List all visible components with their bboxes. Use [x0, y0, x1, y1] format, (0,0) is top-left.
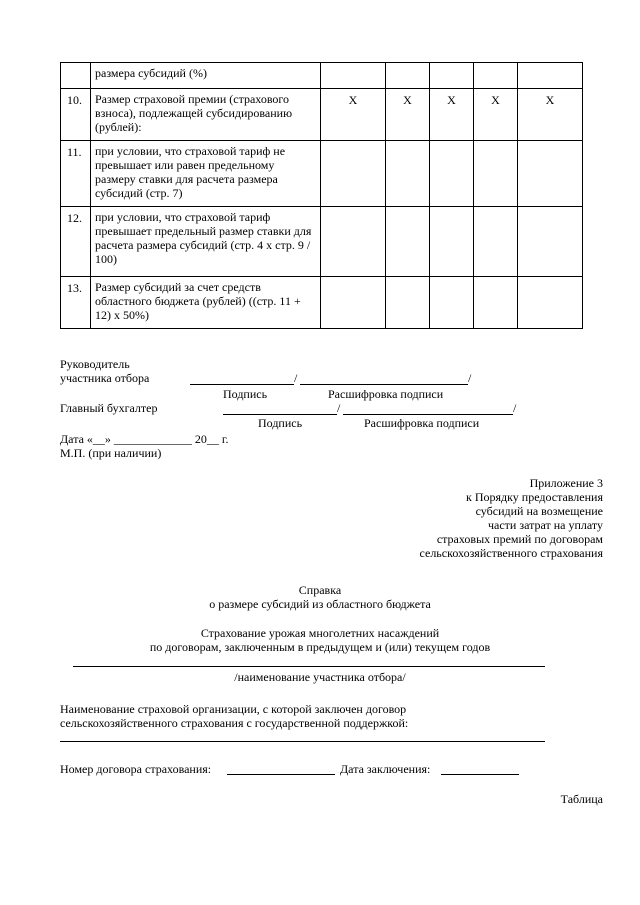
contract-number-label: Номер договора страхования: — [60, 762, 212, 776]
row-value-cell — [474, 277, 518, 329]
row-value-cell: X — [474, 89, 518, 141]
appendix-line-6: сельскохозяйственного страхования — [419, 546, 603, 560]
row-value-cell — [430, 141, 474, 207]
row-number: 12. — [61, 207, 91, 277]
insurance-line-1: Страхование урожая многолетних насаждений — [200, 626, 440, 640]
head-decode-line — [300, 384, 468, 385]
row-number: 11. — [61, 141, 91, 207]
date-line: Дата «__» _____________ 20__ г. — [60, 432, 229, 446]
row-value-cell — [430, 277, 474, 329]
acc-caption-sign: Подпись — [258, 416, 303, 430]
acc-sign-line — [223, 414, 337, 415]
insurance-line-2: по договорам, заключенным в предыдущем и (или) текущем годов — [149, 640, 491, 654]
head-slash-2: / — [468, 371, 472, 385]
row-description: при условии, что страховой тариф превышает предельный размер ставки для расчета размера субсидий (стр. 4 х стр. 9 / 100) — [91, 207, 321, 277]
head-slash-1: / — [294, 371, 298, 385]
table-row — [61, 141, 583, 207]
head-caption-decode: Расшифровка подписи — [328, 387, 444, 401]
participant-name-line — [73, 666, 545, 667]
appendix-line-2: к Порядку предоставления — [465, 490, 603, 504]
row-number: 10. — [61, 89, 91, 141]
table-row — [61, 89, 583, 141]
row-value-cell — [518, 207, 583, 277]
contract-date-label: Дата заключения: — [340, 762, 431, 776]
head-caption-sign: Подпись — [223, 387, 268, 401]
appendix-line-3: субсидий на возмещение — [475, 504, 603, 518]
row-value-cell — [321, 207, 386, 277]
row-value-cell — [321, 63, 386, 89]
row-value-cell: X — [386, 89, 430, 141]
acc-caption-decode: Расшифровка подписи — [364, 416, 480, 430]
row-value-cell — [430, 63, 474, 89]
certificate-subtitle: о размере субсидий из областного бюджета — [209, 597, 431, 611]
row-number — [61, 63, 91, 89]
row-value-cell — [518, 277, 583, 329]
subsidy-table — [60, 62, 583, 329]
head-sign-line — [190, 384, 294, 385]
certificate-title: Справка — [298, 583, 342, 597]
acc-decode-line — [343, 414, 513, 415]
row-description: Размер субсидий за счет средств областного бюджета (рублей) ((стр. 11 + 12) х 50%) — [91, 277, 321, 329]
row-value-cell: X — [430, 89, 474, 141]
acc-slash-1: / — [337, 401, 341, 415]
table-row — [61, 207, 583, 277]
row-value-cell — [474, 207, 518, 277]
row-value-cell — [386, 63, 430, 89]
org-line-1: Наименование страховой организации, с которой заключен договор — [60, 702, 407, 716]
row-value-cell — [474, 141, 518, 207]
row-description: при условии, что страховой тариф не превышает или равен предельному размеру ставки для расчета размера субсидий (стр. 7) — [91, 141, 321, 207]
head-label-line1: Руководитель — [60, 357, 130, 371]
stamp-note: М.П. (при наличии) — [60, 446, 162, 460]
appendix-line-1: Приложение 3 — [529, 476, 603, 490]
table-row — [61, 277, 583, 329]
row-description: Размер страховой премии (страхового взноса), подлежащей субсидированию (рублей): — [91, 89, 321, 141]
accountant-label: Главный бухгалтер — [60, 401, 158, 415]
participant-caption: /наименование участника отбора/ — [234, 670, 406, 684]
appendix-line-4: части затрат на уплату — [487, 518, 603, 532]
row-value-cell — [321, 141, 386, 207]
table-label: Таблица — [560, 792, 603, 806]
acc-slash-2: / — [513, 401, 517, 415]
row-value-cell — [321, 277, 386, 329]
appendix-line-5: страховых премий по договорам — [436, 532, 603, 546]
row-value-cell: X — [518, 89, 583, 141]
table-row — [61, 63, 583, 89]
row-value-cell — [518, 63, 583, 89]
head-label-line2: участника отбора — [60, 371, 150, 385]
row-description: размера субсидий (%) — [91, 63, 321, 89]
row-value-cell — [386, 277, 430, 329]
row-value-cell — [430, 207, 474, 277]
contract-date-line — [441, 774, 519, 775]
row-value-cell — [518, 141, 583, 207]
row-value-cell: X — [321, 89, 386, 141]
org-name-line — [60, 741, 545, 742]
row-value-cell — [386, 207, 430, 277]
row-number: 13. — [61, 277, 91, 329]
contract-number-line — [227, 774, 335, 775]
row-value-cell — [386, 141, 430, 207]
row-value-cell — [474, 63, 518, 89]
org-line-2: сельскохозяйственного страхования с государственной поддержкой: — [60, 716, 409, 730]
